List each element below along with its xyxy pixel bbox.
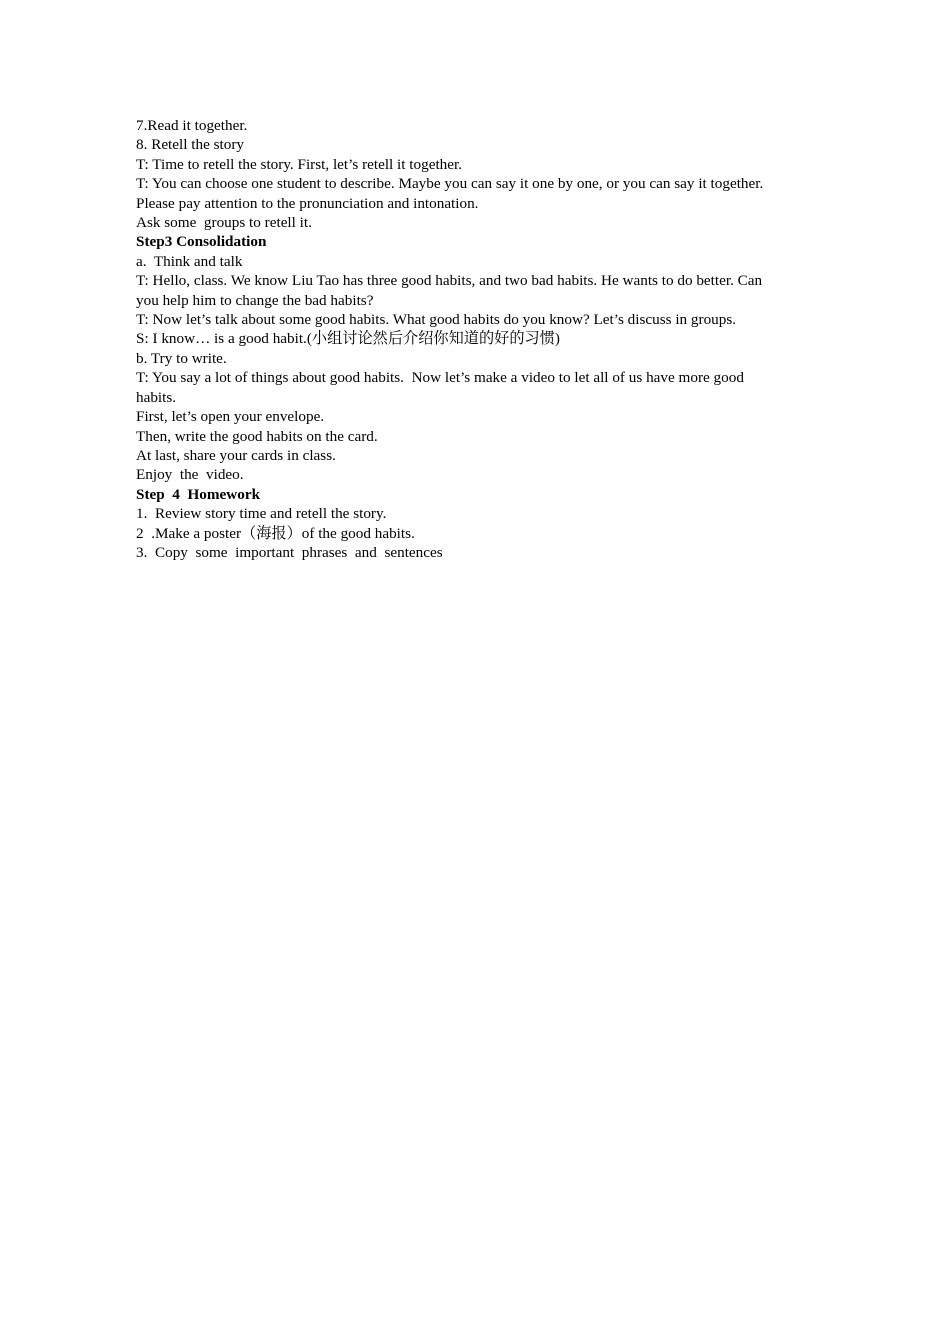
subsection-try-to-write: b. Try to write. <box>136 349 227 367</box>
teacher-line-discuss-habits: T: Now let’s talk about some good habits. What good habits do you know? Let’s discuss in groups. <box>136 311 737 329</box>
instruction-line-open-envelope: First, let’s open your envelope. <box>136 408 325 426</box>
instruction-line-write-card: Then, write the good habits on the card. <box>136 427 378 445</box>
instruction-line-groups-retell: Ask some groups to retell it. <box>136 214 312 232</box>
teacher-line-retell-together: T: Time to retell the story. First, let’s retell it together. <box>136 155 463 173</box>
subsection-think-and-talk: a. Think and talk <box>136 252 243 270</box>
teacher-line-choose-student: T: You can choose one student to describe. Maybe you can say it one by one, or you can say it together. Please pay attention to the pronunciation and intonation. <box>136 175 768 212</box>
section-heading-consolidation: Step3 Consolidation <box>136 233 267 251</box>
instruction-line-share-cards: At last, share your cards in class. <box>136 446 336 464</box>
homework-item-1: 1. Review story time and retell the story. <box>136 505 387 523</box>
step-line-read-together: 7.Read it together. <box>136 117 248 134</box>
student-line-good-habit: S: I know… is a good habit.(小组讨论然后介绍你知道的好的习惯) <box>136 330 560 348</box>
step-line-retell-story: 8. Retell the story <box>136 136 244 154</box>
homework-item-2: 2 .Make a poster（海报）of the good habits. <box>136 524 415 542</box>
section-heading-homework: Step 4 Homework <box>136 485 261 503</box>
document-body <box>136 116 776 562</box>
teacher-line-liu-tao-habits: T: Hello, class. We know Liu Tao has three good habits, and two bad habits. He wants to do better. Can you help him to change the bad habits? <box>136 272 766 309</box>
instruction-line-enjoy-video: Enjoy the video. <box>136 466 244 484</box>
teacher-line-make-video: T: You say a lot of things about good habits. Now let’s make a video to let all of us have more good habits. <box>136 369 748 406</box>
homework-item-3: 3. Copy some important phrases and sentences <box>136 543 443 561</box>
